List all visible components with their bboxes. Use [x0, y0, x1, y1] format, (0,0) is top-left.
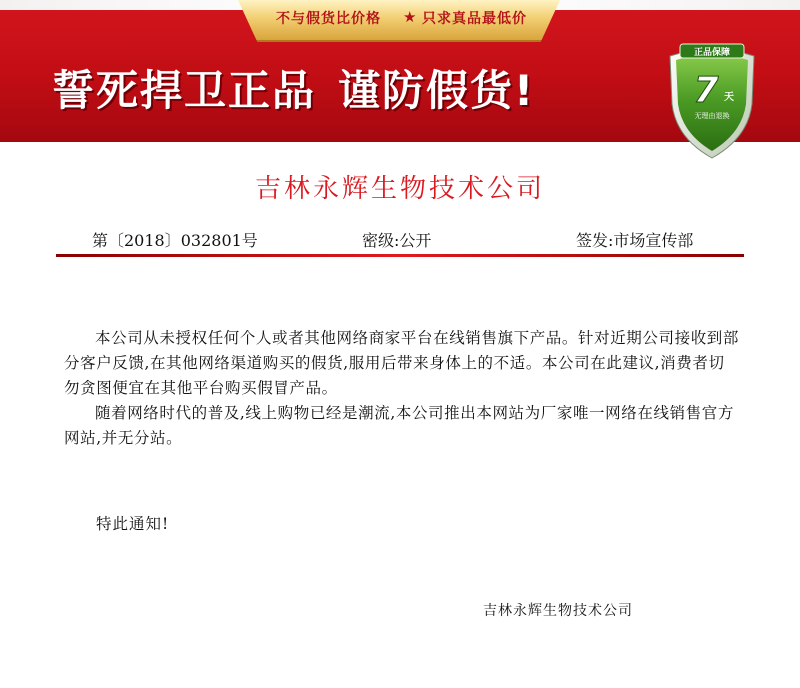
issuer: 签发:市场宣传部 — [576, 231, 694, 250]
headline-part-1: 誓死捍卫正品 — [52, 66, 317, 115]
quality-shield-icon — [666, 42, 758, 160]
badge-unit: 天 — [724, 92, 734, 103]
document-number: 第〔2018〕032801号 — [92, 231, 258, 250]
paragraph-1: 本公司从未授权任何个人或者其他网络商家平台在线销售旗下产品。针对近期公司接收到部分客户反馈,在其他网络渠道购买的假货,服用后带来身体上的不适。本公司在此建议,消费者切勿贪图便宜在其他平台购买假冒产品。 — [64, 329, 740, 397]
badge-sub: 无理由退换 — [694, 112, 730, 120]
document-meta-bar — [56, 228, 744, 252]
slogan-left: 不与假货比价格 — [276, 11, 381, 27]
notice-body — [64, 326, 740, 451]
paragraph-2: 随着网络时代的普及,线上购物已经是潮流,本公司推出本网站为厂家唯一网络在线销售官方网站,并无分站。 — [64, 404, 734, 447]
banner-headline — [52, 58, 535, 118]
red-divider — [56, 254, 744, 257]
secrecy-level: 密级:公开 — [362, 231, 432, 250]
notice-closing: 特此通知! — [96, 515, 170, 533]
badge-title: 正品保障 — [693, 48, 731, 58]
headline-part-2: 谨防假货! — [338, 66, 536, 115]
slogan-right: 只求真品最低价 — [422, 11, 527, 27]
badge-number: 7 — [693, 70, 719, 111]
star-icon: ★ — [403, 8, 417, 26]
signature: 吉林永辉生物技术公司 — [483, 603, 633, 619]
company-title: 吉林永辉生物技术公司 — [254, 174, 545, 204]
